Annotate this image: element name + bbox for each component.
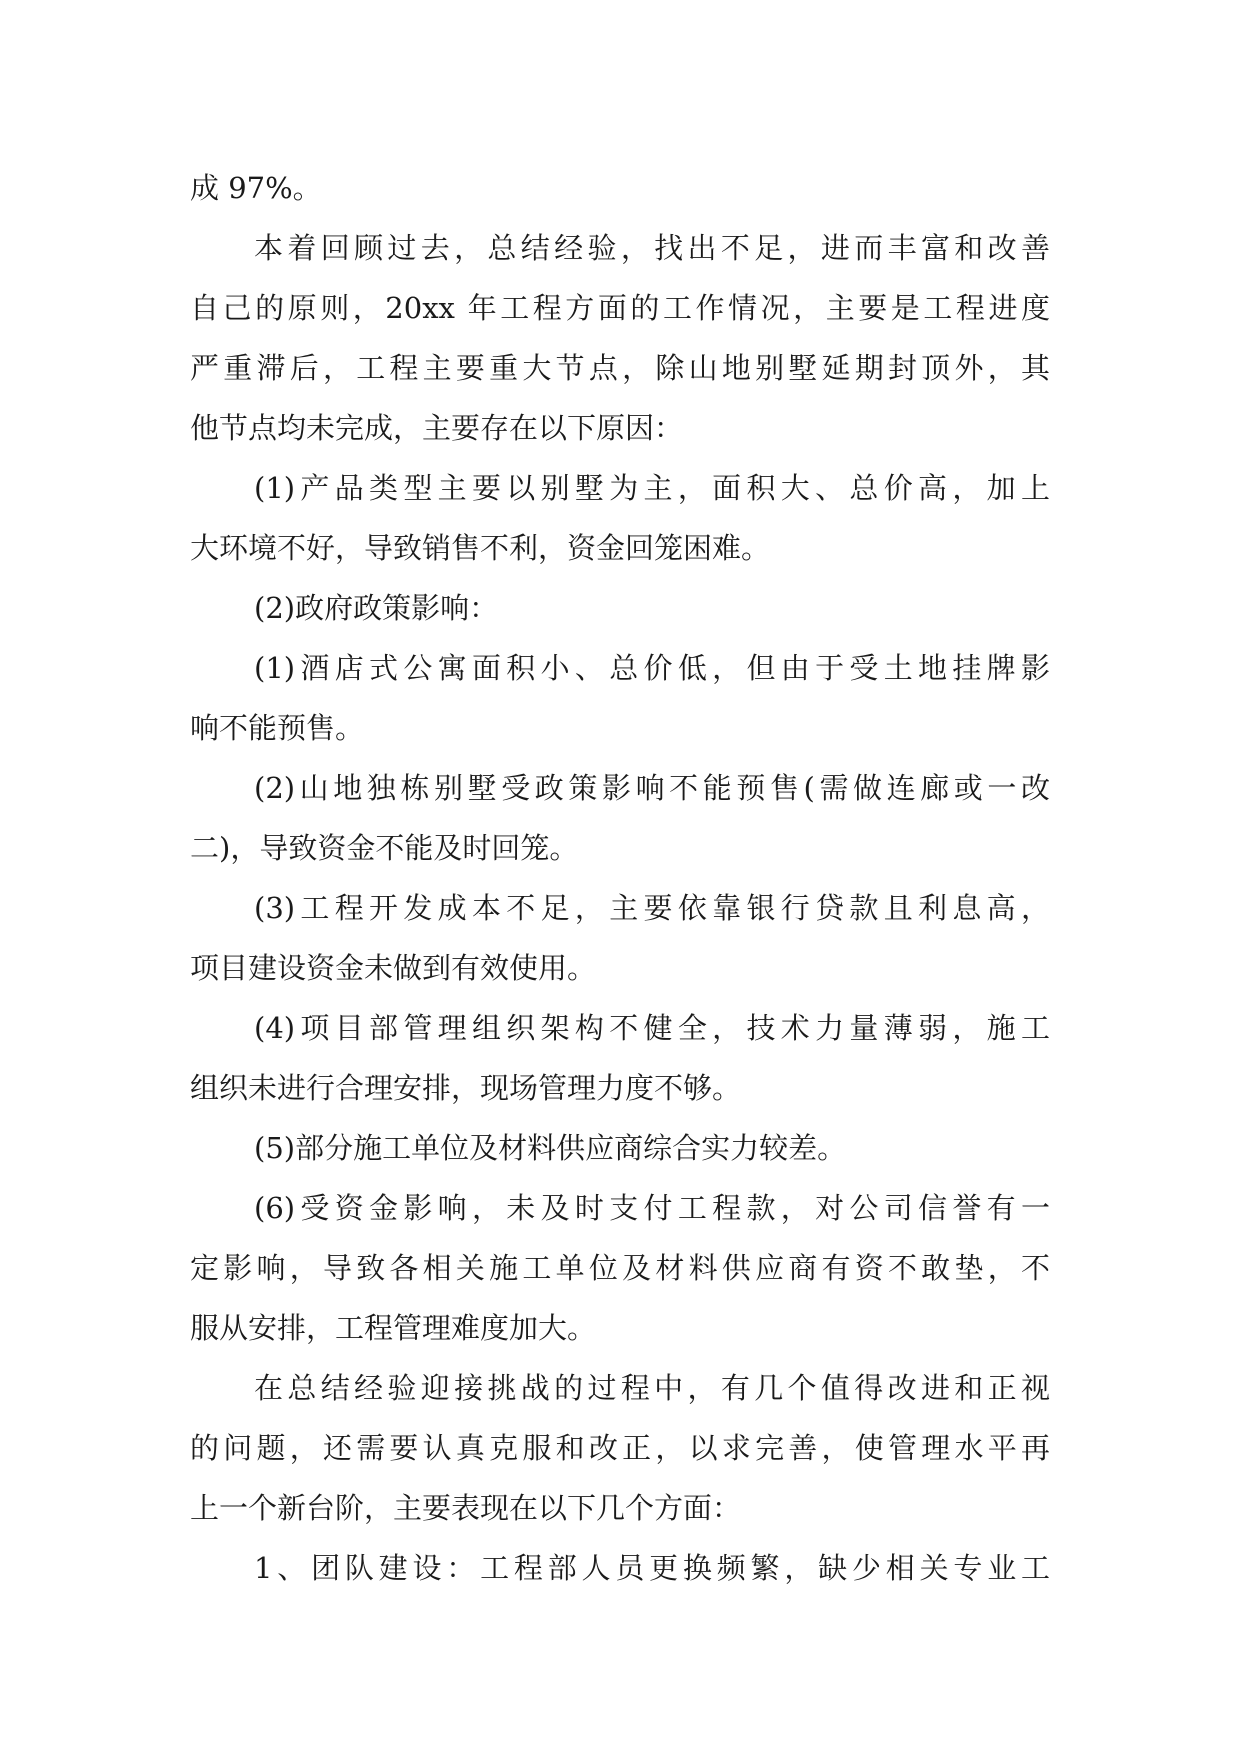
text-line: (6)受资金影响，未及时支付工程款，对公司信誉有一 [254,1191,1050,1225]
text-line: 的问题，还需要认真克服和改正，以求完善，使管理水平再 [190,1431,1050,1465]
text-line: 定影响，导致各相关施工单位及材料供应商有资不敢垫，不 [190,1251,1050,1285]
text-line: (3)工程开发成本不足，主要依靠银行贷款且利息高， [254,891,1050,925]
text-line: (2)政府政策影响： [254,591,499,625]
text-line: 他节点均未完成，主要存在以下原因： [190,411,684,445]
text-line: 严重滞后，工程主要重大节点，除山地别墅延期封顶外，其 [190,351,1050,385]
text-line: 1、团队建设：工程部人员更换频繁，缺少相关专业工 [254,1551,1050,1585]
text-line: (1)产品类型主要以别墅为主，面积大、总价高，加上 [254,471,1050,505]
text-line: 本着回顾过去，总结经验，找出不足，进而丰富和改善 [254,231,1050,265]
document-body [190,158,1050,1598]
text-line: 组织未进行合理安排，现场管理力度不够。 [190,1071,742,1105]
text-line: 项目建设资金未做到有效使用。 [190,951,597,985]
document-page [190,158,1050,1598]
text-line: 大环境不好，导致销售不利，资金回笼困难。 [190,531,771,565]
text-line: 成 97%。 [190,171,322,205]
text-line: (1)酒店式公寓面积小、总价低，但由于受土地挂牌影 [254,651,1050,685]
text-line: 自己的原则，20xx 年工程方面的工作情况，主要是工程进度 [190,291,1050,325]
text-line: (5)部分施工单位及材料供应商综合实力较差。 [254,1131,847,1165]
text-line: (2)山地独栋别墅受政策影响不能预售(需做连廊或一改 [254,771,1050,805]
text-line: 服从安排，工程管理难度加大。 [190,1311,597,1345]
text-line: 在总结经验迎接挑战的过程中，有几个值得改进和正视 [254,1371,1050,1405]
text-line: 二)，导致资金不能及时回笼。 [190,831,579,865]
text-line: 响不能预售。 [190,711,365,745]
text-line: 上一个新台阶，主要表现在以下几个方面： [190,1491,742,1525]
text-line: (4)项目部管理组织架构不健全，技术力量薄弱，施工 [254,1011,1050,1045]
